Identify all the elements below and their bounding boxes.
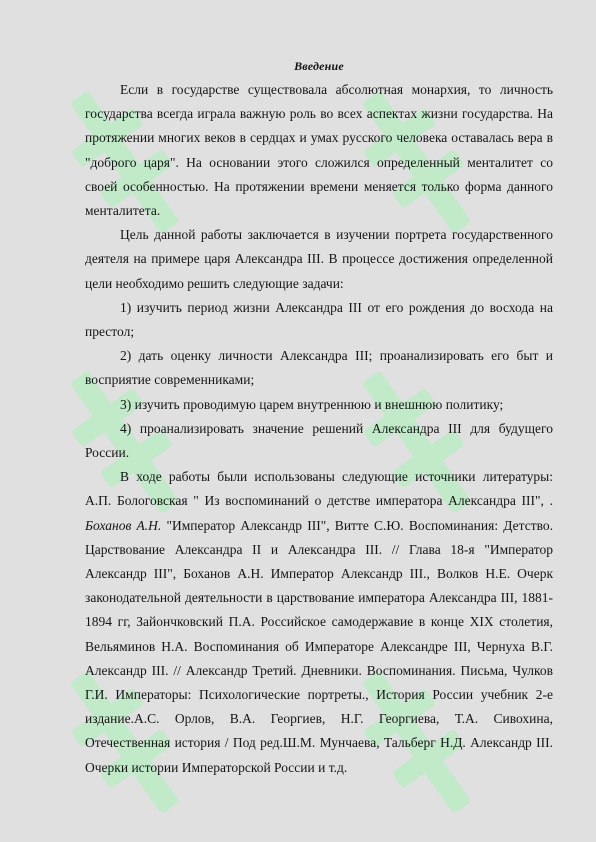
sources-author-italic: Боханов А.Н. — [85, 517, 162, 533]
paragraph-goal: Цель данной работы заключается в изучении портрета государственного деятеля на примере царя Александра III. В процессе достижения определенной цели необходимо решить следующие задачи: — [85, 227, 553, 291]
task-item-1: 1) изучить период жизни Александра III от его рождения до восхода на престол; — [85, 299, 553, 340]
sources-text-rest: "Император Александр III", Витте С.Ю. Воспоминания: Детство. Царствование Александра II и Александра III. // Глава 18-я "Император Александр III", Боханов А.Н. Император Александр III., Волков Н.Е. Очерк законодательной деятельности в царствование императора Александра III, 1881-1894 гг, Зайончковский П.А. Российское самодержавие в конце XIX столетия, Вельяминов Н.А. Воспоминания об Императоре Александре III, Чернуха В.Г. Александр III. // Александр Третий. Дневники. Воспоминания. Письма, Чулков Г.И. Императоры: Психологические портреты., История России учебник 2-е издание.А.С. Орлов, В.А. Георгиев, Н.Г. Георгиева, Т.А. Сивохина, Отечественная история / Под ред.Ш.М. Мунчаева, Тальберг Н.Д. Александр III. Очерки истории Императорской России и т.д. — [85, 517, 554, 775]
task-item-3: 3) изучить проводимую царем внутреннюю и внешнюю политику; — [120, 396, 504, 412]
page-title: Введение — [294, 59, 344, 73]
task-item-2: 2) дать оценку личности Александра III; проанализировать его быт и восприятие современниками; — [85, 348, 553, 388]
document-body — [85, 56, 553, 780]
paragraph-sources — [85, 465, 553, 780]
task-item-4: 4) проанализировать значение решений Александра III для будущего России. — [85, 420, 553, 461]
paragraph-intro: Если в государстве существовала абсолютная монархия, то личность государства всегда играла важную роль во всех аспектах жизни государства. На протяжении многих веков в сердцах и умах русского человека оставалась вера в "доброго царя". На основании этого сложился определенный менталитет со своей особенностью. На протяжении времени меняется только форма данного менталитета. — [85, 82, 553, 219]
sources-text-start: В ходе работы были использованы следующие источники литературы: А.П. Бологовская " Из воспоминаний о детстве императора Александра III", . — [85, 469, 553, 509]
